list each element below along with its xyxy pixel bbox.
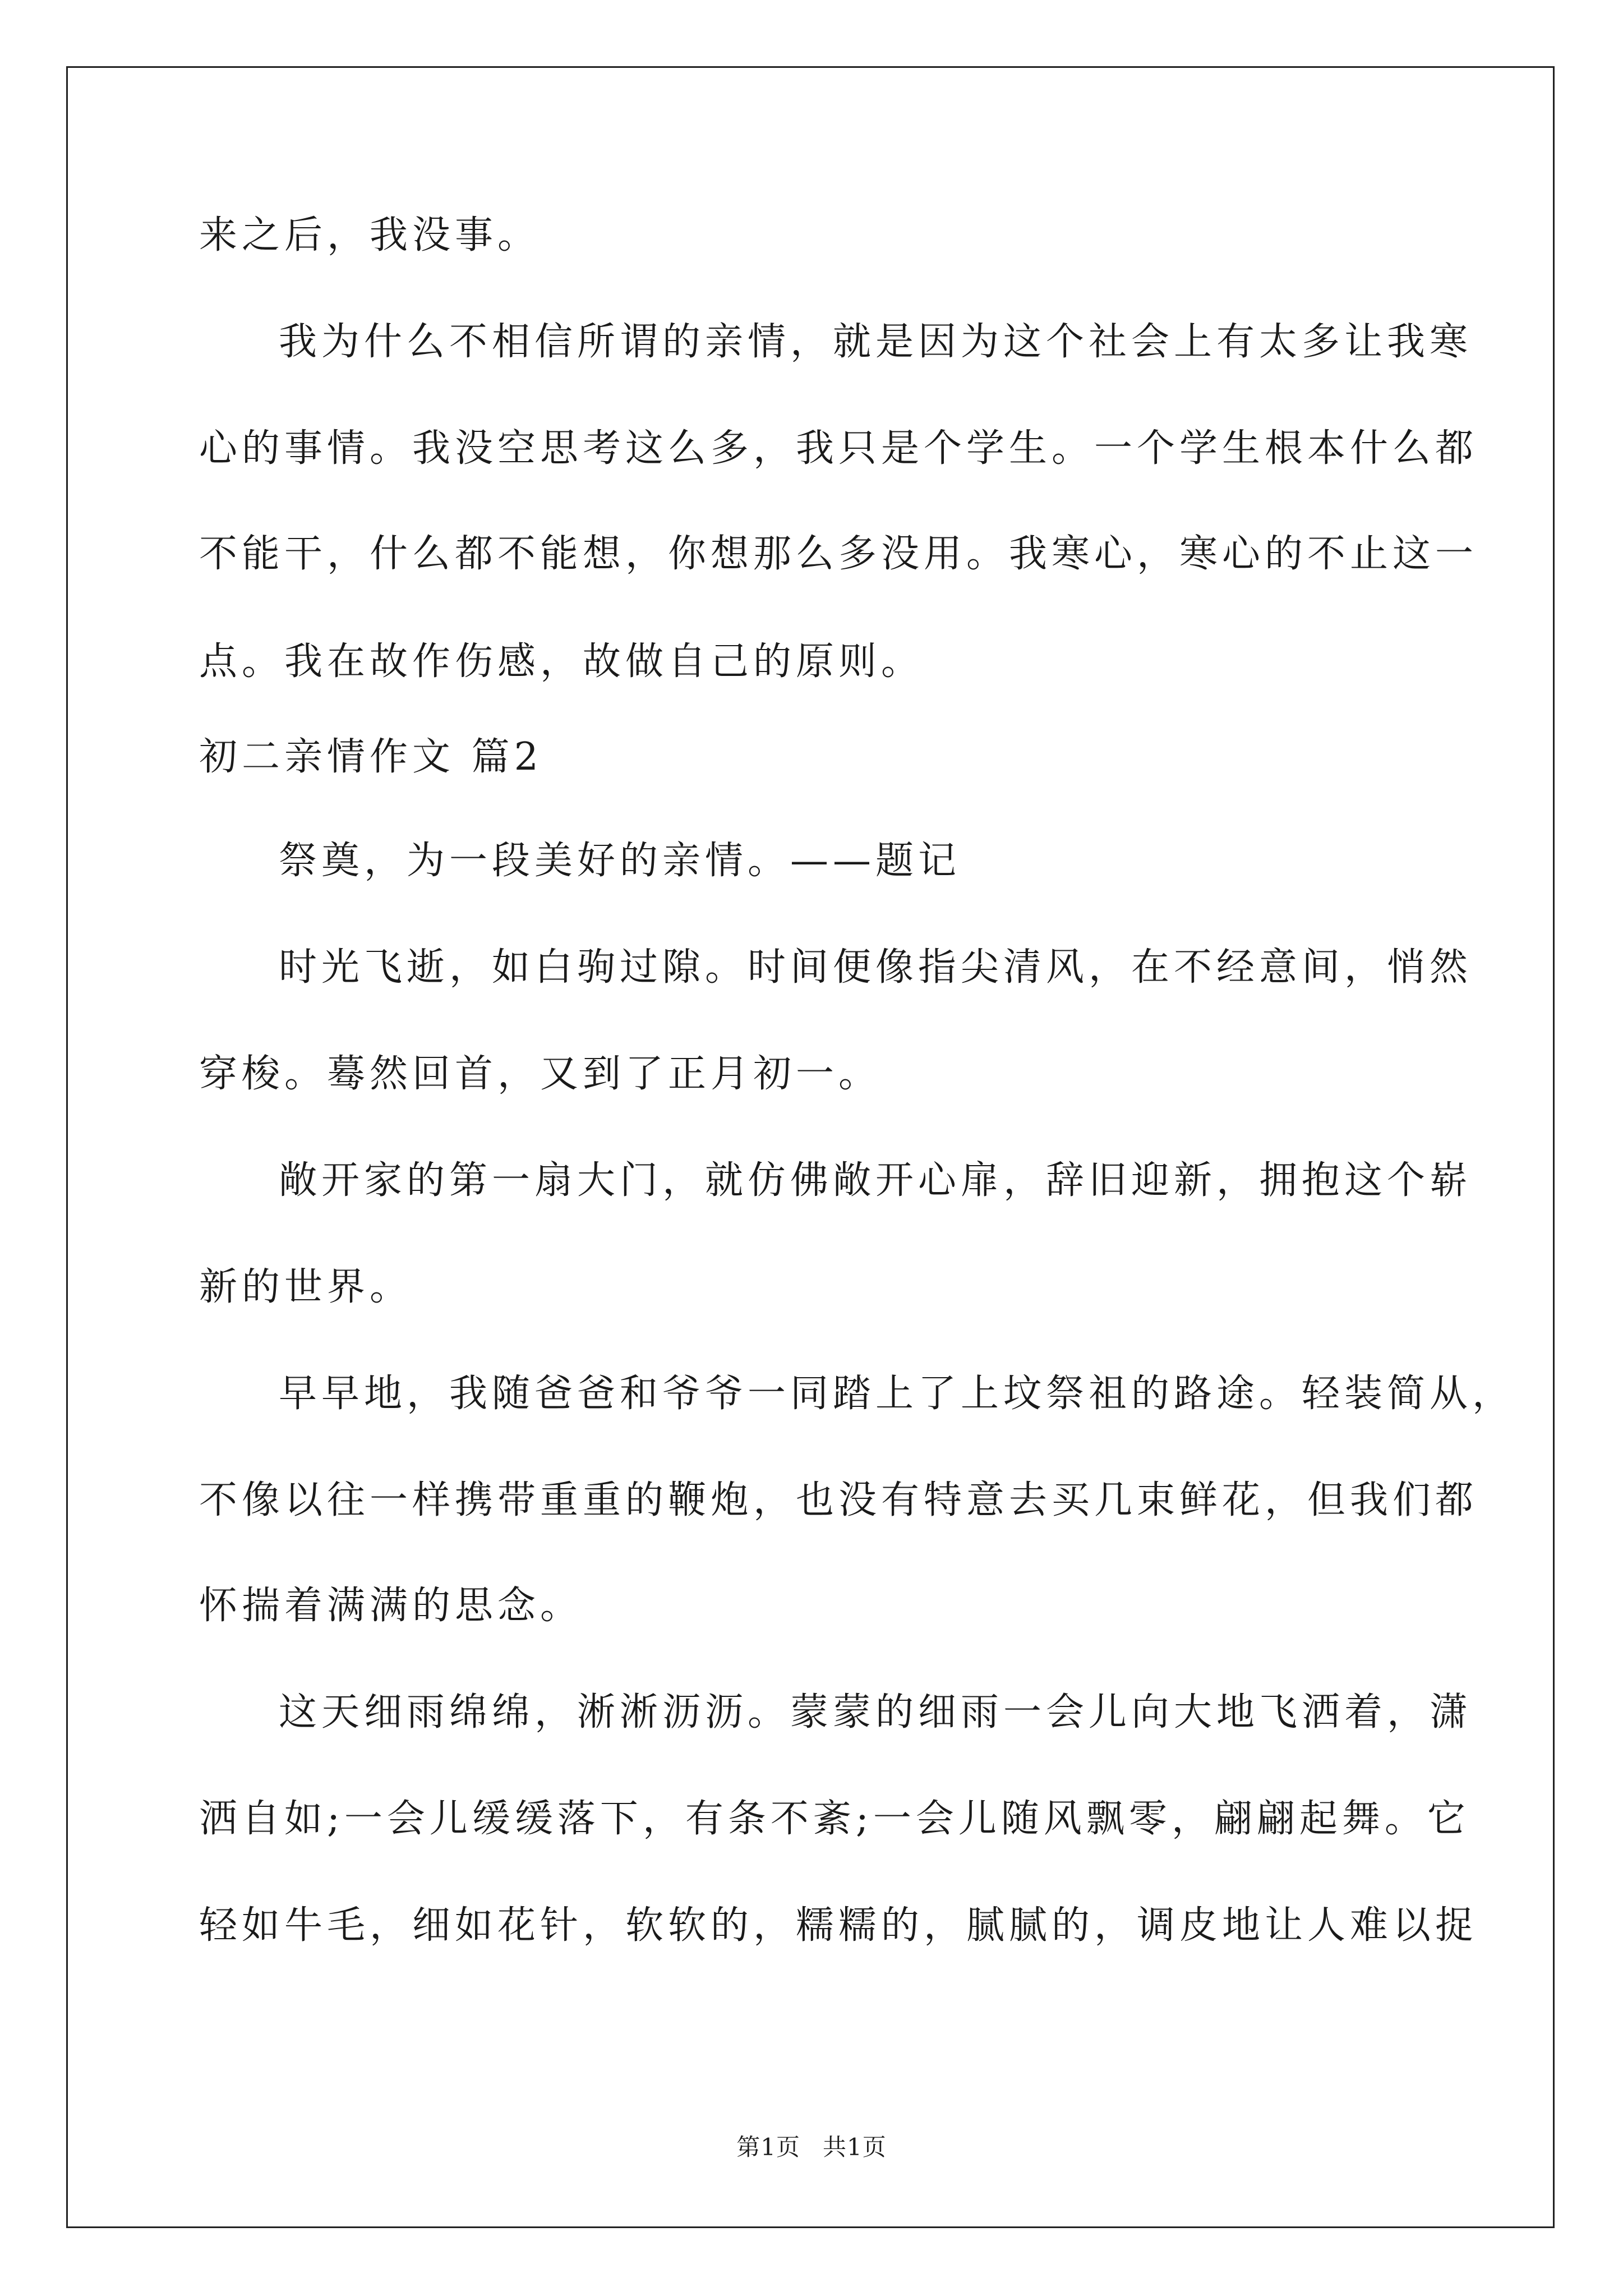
page-number: 第1页 [736,2133,800,2161]
text-line: 这天细雨绵绵，淅淅沥沥。蒙蒙的细雨一会儿向大地飞洒着，潇 [279,1690,1473,1734]
text-line: 新的世界。 [199,1265,413,1309]
text-line: 时光飞逝，如白驹过隙。时间便像指尖清风，在不经意间，悄然 [279,945,1473,990]
page-total: 共1页 [823,2133,887,2161]
text-line: 我为什么不相信所谓的亲情，就是因为这个社会上有太多让我寒 [279,320,1473,364]
text-line: 祭奠，为一段美好的亲情。——题记 [279,839,961,883]
text-line: 敞开家的第一扇大门，就仿佛敞开心扉，辞旧迎新，拥抱这个崭 [279,1158,1473,1203]
text-line: 心的事情。我没空思考这么多，我只是个学生。一个学生根本什么都 [199,426,1478,471]
text-line: 不像以往一样携带重重的鞭炮，也没有特意去买几束鲜花，但我们都 [199,1478,1478,1522]
section-heading: 初二亲情作文 篇2 [199,735,543,779]
text-line: 怀揣着满满的思念。 [199,1584,583,1628]
text-line: 早早地，我随爸爸和爷爷一同踏上了上坟祭祖的路途。轻装简从， [279,1372,1515,1416]
text-line: 不能干，什么都不能想，你想那么多没用。我寒心，寒心的不止这一 [199,532,1478,576]
page-footer [0,2129,1623,2162]
text-line: 来之后，我没事。 [199,213,541,257]
text-line: 点。我在故作伤感，故做自己的原则。 [199,639,924,684]
text-line: 洒自如;一会儿缓缓落下，有条不紊;一会儿随风飘零，翩翩起舞。它 [199,1797,1470,1841]
text-line: 轻如牛毛，细如花针，软软的，糯糯的，腻腻的，调皮地让人难以捉 [199,1903,1478,1948]
text-line: 穿梭。蓦然回首，又到了正月初一。 [199,1052,882,1096]
